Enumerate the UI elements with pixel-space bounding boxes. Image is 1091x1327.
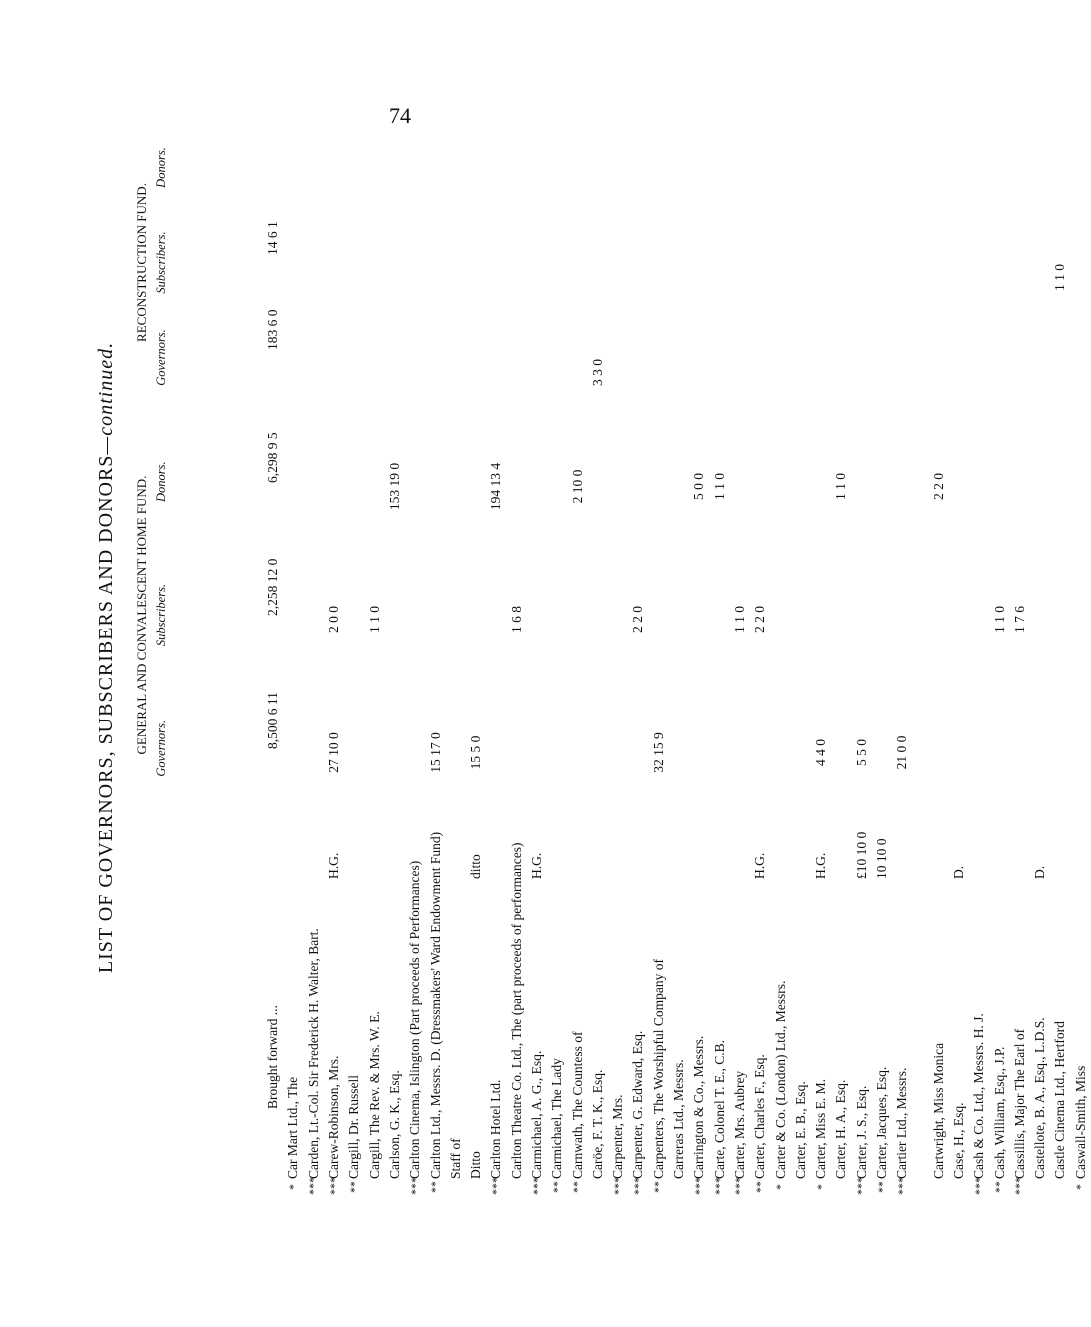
donor-mark: ** — [428, 1181, 443, 1193]
donor-mark: *** — [407, 1177, 422, 1195]
list-item — [770, 120, 790, 1195]
donor-mark: *** — [894, 1177, 909, 1195]
donor-mark: *** — [630, 1177, 645, 1195]
list-item — [969, 120, 989, 1195]
brought-forward-label: Brought forward ... — [265, 1005, 281, 1109]
col-donors: Donors. — [153, 461, 168, 502]
brought-forward-row — [263, 120, 283, 1195]
list-item — [1071, 120, 1091, 1195]
bf-general-donors: 6,298 9 5 — [265, 432, 281, 483]
general-donors-amount: 153 19 0 — [386, 462, 402, 511]
donor-note: ditto — [468, 854, 484, 879]
general-donors-amount: 2 2 0 — [930, 473, 946, 500]
donor-name: Ditto — [468, 1151, 484, 1179]
list-item — [588, 120, 608, 1195]
donor-name: Carreras Ltd., Messrs. — [671, 1059, 687, 1179]
donor-name: Carpenters, The Worshipful Company of — [650, 958, 666, 1179]
col-governors: Governors. — [153, 720, 168, 777]
donor-name: Caswall-Smith, Miss — [1072, 1065, 1088, 1179]
donor-name: Carter, Charles F., Esq. — [752, 1054, 768, 1179]
donor-mark: *** — [529, 1177, 544, 1195]
general-governors-amount: 27 10 0 — [326, 732, 342, 773]
general-governors-amount: 4 4 0 — [813, 739, 829, 766]
list-item — [1010, 120, 1030, 1195]
list-item — [608, 120, 628, 1195]
list-item — [527, 120, 547, 1195]
list-item — [466, 120, 486, 1195]
page-title — [95, 120, 118, 1195]
general-subscribers-amount: 2 2 0 — [752, 606, 768, 633]
donor-note: D. — [1032, 865, 1048, 879]
donor-name: Cash & Co. Ltd., Messrs. H. J. — [971, 1013, 987, 1179]
general-donors-amount: 5 0 0 — [691, 473, 707, 500]
col-governors: Governors. — [153, 329, 168, 386]
list-item — [364, 120, 384, 1195]
general-fund-title: GENERAL AND CONVALESCENT HOME FUND. — [134, 475, 149, 755]
donor-note: £10 10 0 — [853, 831, 869, 879]
donor-note: H.G. — [813, 852, 829, 879]
donor-name: Cash, William, Esq., J.P. — [991, 1046, 1007, 1179]
list-item — [304, 120, 324, 1195]
bf-general-governors: 8,500 6 11 — [265, 692, 281, 749]
col-subscribers: Subscribers. — [153, 231, 168, 294]
list-item — [283, 120, 303, 1195]
general-subscribers-amount: 1 7 6 — [1011, 606, 1027, 633]
donor-note: H.G. — [752, 852, 768, 879]
donor-name: Carpenter, G. Edward, Esq. — [630, 1030, 646, 1179]
reconstruction-subscribers-amount: 1 1 0 — [1052, 264, 1068, 291]
list-item — [1050, 120, 1070, 1195]
donor-mark: *** — [326, 1177, 341, 1195]
list-item — [628, 120, 648, 1195]
general-governors-amount: 15 5 0 — [468, 735, 484, 770]
donor-name: Carew-Robinson, Mrs. — [326, 1055, 342, 1179]
donor-mark: * — [773, 1184, 788, 1190]
list-item — [689, 120, 709, 1195]
general-donors-amount: 194 13 4 — [488, 462, 504, 511]
donor-name: Carter, E. B., Esq. — [792, 1081, 808, 1179]
donor-mark: *** — [854, 1177, 869, 1195]
list-item — [425, 120, 445, 1195]
list-item — [710, 120, 730, 1195]
donor-name: Carmichael, A. G., Esq. — [529, 1050, 544, 1179]
donor-mark: * — [285, 1184, 300, 1190]
donor-note: 10 10 0 — [874, 838, 890, 879]
bf-reconstruction-governors: 183 6 0 — [265, 309, 281, 350]
donor-name: Carnwath, The Countess of — [569, 1031, 585, 1179]
donor-mark: *** — [691, 1177, 706, 1195]
list-item — [730, 120, 750, 1195]
general-fund-columns — [154, 415, 169, 815]
donor-name: Cassillis, Major The Earl of — [1011, 1028, 1027, 1179]
donor-name: Carmichael, The Lady — [549, 1058, 565, 1179]
donor-note: H.G. — [529, 852, 544, 879]
donor-name: Cartier Ltd., Messrs. — [894, 1067, 910, 1179]
donor-mark: *** — [306, 1177, 321, 1195]
general-donors-amount: 1 1 0 — [711, 473, 727, 500]
list-item — [324, 120, 344, 1195]
general-fund-header — [135, 415, 255, 815]
donor-mark: *** — [610, 1177, 625, 1195]
list-item — [811, 120, 831, 1195]
list-item — [405, 120, 425, 1195]
donor-mark: ** — [874, 1181, 889, 1193]
general-governors-amount: 32 15 9 — [650, 732, 666, 773]
general-donors-amount: 1 1 0 — [833, 473, 849, 500]
donor-name: Carte, Colonel T. E., C.B. — [711, 1040, 727, 1179]
donor-mark: *** — [488, 1177, 503, 1195]
donor-list-part-1 — [283, 120, 912, 1195]
donor-name: Carlton Hotel Ltd. — [488, 1079, 504, 1179]
list-item — [486, 120, 506, 1195]
list-item — [872, 120, 892, 1195]
donor-name: Carlton Cinema, Islington (Part proceeds of Performances) — [407, 860, 423, 1179]
list-item — [385, 120, 405, 1195]
bf-reconstruction-subscribers: 14 6 1 — [265, 221, 281, 255]
general-subscribers-amount: 1 6 8 — [508, 606, 524, 633]
list-item — [344, 120, 364, 1195]
col-donors: Donors. — [153, 147, 168, 188]
donor-name: Carter, J. S., Esq. — [853, 1085, 869, 1179]
col-subscribers: Subscribers. — [153, 583, 168, 647]
donor-mark: *** — [1012, 1177, 1027, 1195]
list-item — [989, 120, 1009, 1195]
list-item — [446, 120, 466, 1195]
donor-mark: *** — [971, 1177, 986, 1195]
donor-list-part-2 — [929, 120, 1091, 1195]
general-subscribers-amount: 2 0 0 — [326, 606, 342, 633]
donor-mark: ** — [570, 1181, 585, 1193]
donor-name: Carlson, G. K., Esq. — [386, 1070, 402, 1179]
general-governors-amount: 15 17 0 — [427, 732, 443, 773]
donor-mark: * — [813, 1184, 828, 1190]
donor-name: Caröe, F. T. K., Esq. — [589, 1069, 605, 1179]
donor-name: Carter & Co. (London) Ltd., Messrs. — [772, 980, 788, 1179]
donor-name: Carden, Lt.-Col. Sir Frederick H. Walter, Bart. — [305, 928, 321, 1179]
general-subscribers-amount: 1 1 0 — [366, 606, 382, 633]
list-item — [831, 120, 851, 1195]
list-item — [649, 120, 669, 1195]
donor-mark: ** — [651, 1181, 666, 1193]
list-item — [507, 120, 527, 1195]
donor-name: Castellote, B. A., Esq., L.D.S. — [1032, 1017, 1048, 1179]
donor-name: Carpenter, Mrs. — [610, 1094, 626, 1179]
general-subscribers-amount: 1 1 0 — [731, 606, 747, 633]
list-item — [750, 120, 770, 1195]
list-item — [949, 120, 969, 1195]
donor-mark: ** — [752, 1181, 767, 1193]
donor-name: Carter, Miss E. M. — [813, 1079, 829, 1179]
donor-name: Cargill, Dr. Russell — [346, 1074, 362, 1179]
donor-name: Carter, Mrs. Aubrey — [731, 1070, 747, 1179]
donor-name: Carrington & Co., Messrs. — [691, 1035, 707, 1179]
general-subscribers-amount: 1 1 0 — [991, 606, 1007, 633]
general-donors-amount: 2 10 0 — [569, 469, 585, 504]
bf-general-subscribers: 2,258 12 0 — [265, 558, 281, 616]
donor-note: H.G. — [326, 852, 342, 879]
donor-note: D. — [950, 865, 966, 879]
ledger-body — [263, 120, 1091, 1195]
rotated-page-content — [95, 120, 1088, 1195]
list-item — [567, 120, 587, 1195]
donor-mark: *** — [732, 1177, 747, 1195]
list-item — [929, 120, 949, 1195]
list-item — [791, 120, 811, 1195]
donor-name: Case, H., Esq. — [950, 1102, 966, 1179]
list-item — [1030, 120, 1050, 1195]
donor-mark: ** — [992, 1181, 1007, 1193]
reconstruction-fund-columns — [154, 120, 169, 405]
reconstruction-fund-header — [135, 120, 255, 405]
donor-name: Car Mart Ltd., The — [285, 1076, 301, 1179]
reconstruction-fund-title: RECONSTRUCTION FUND. — [134, 183, 149, 342]
donor-mark: *** — [712, 1177, 727, 1195]
donor-name: Castle Cinema Ltd., Hertford — [1052, 1021, 1068, 1179]
list-item — [892, 120, 912, 1195]
general-governors-amount: 5 5 0 — [853, 739, 869, 766]
donor-name: Carlton Ltd., Messrs. D. (Dressmakers' Ward Endowment Fund) — [427, 831, 443, 1179]
donor-name: Cartwright, Miss Monica — [930, 1042, 946, 1179]
general-governors-amount: 21 0 0 — [894, 735, 910, 770]
donor-mark: ** — [549, 1181, 564, 1193]
title-text: LIST OF GOVERNORS, SUBSCRIBERS AND DONORS — [95, 454, 117, 974]
donor-name: Carter, H. A., Esq. — [833, 1079, 849, 1179]
reconstruction-governors-amount: 3 3 0 — [589, 359, 605, 386]
donor-mark: ** — [346, 1181, 361, 1193]
donor-name: Carlton Theatre Co. Ltd., The (part proceeds of performances) — [508, 842, 524, 1179]
list-item — [547, 120, 567, 1195]
title-continued: —continued. — [95, 341, 117, 455]
page-number: 74 — [389, 103, 411, 128]
donor-name: Carter, Jacques, Esq. — [874, 1066, 890, 1179]
donor-name: Cargill, The Rev. & Mrs. W. E. — [366, 1011, 382, 1179]
donor-mark: * — [1073, 1184, 1088, 1190]
list-item — [669, 120, 689, 1195]
general-subscribers-amount: 2 2 0 — [630, 606, 646, 633]
list-item — [852, 120, 872, 1195]
donor-name: Staff of — [447, 1138, 463, 1179]
